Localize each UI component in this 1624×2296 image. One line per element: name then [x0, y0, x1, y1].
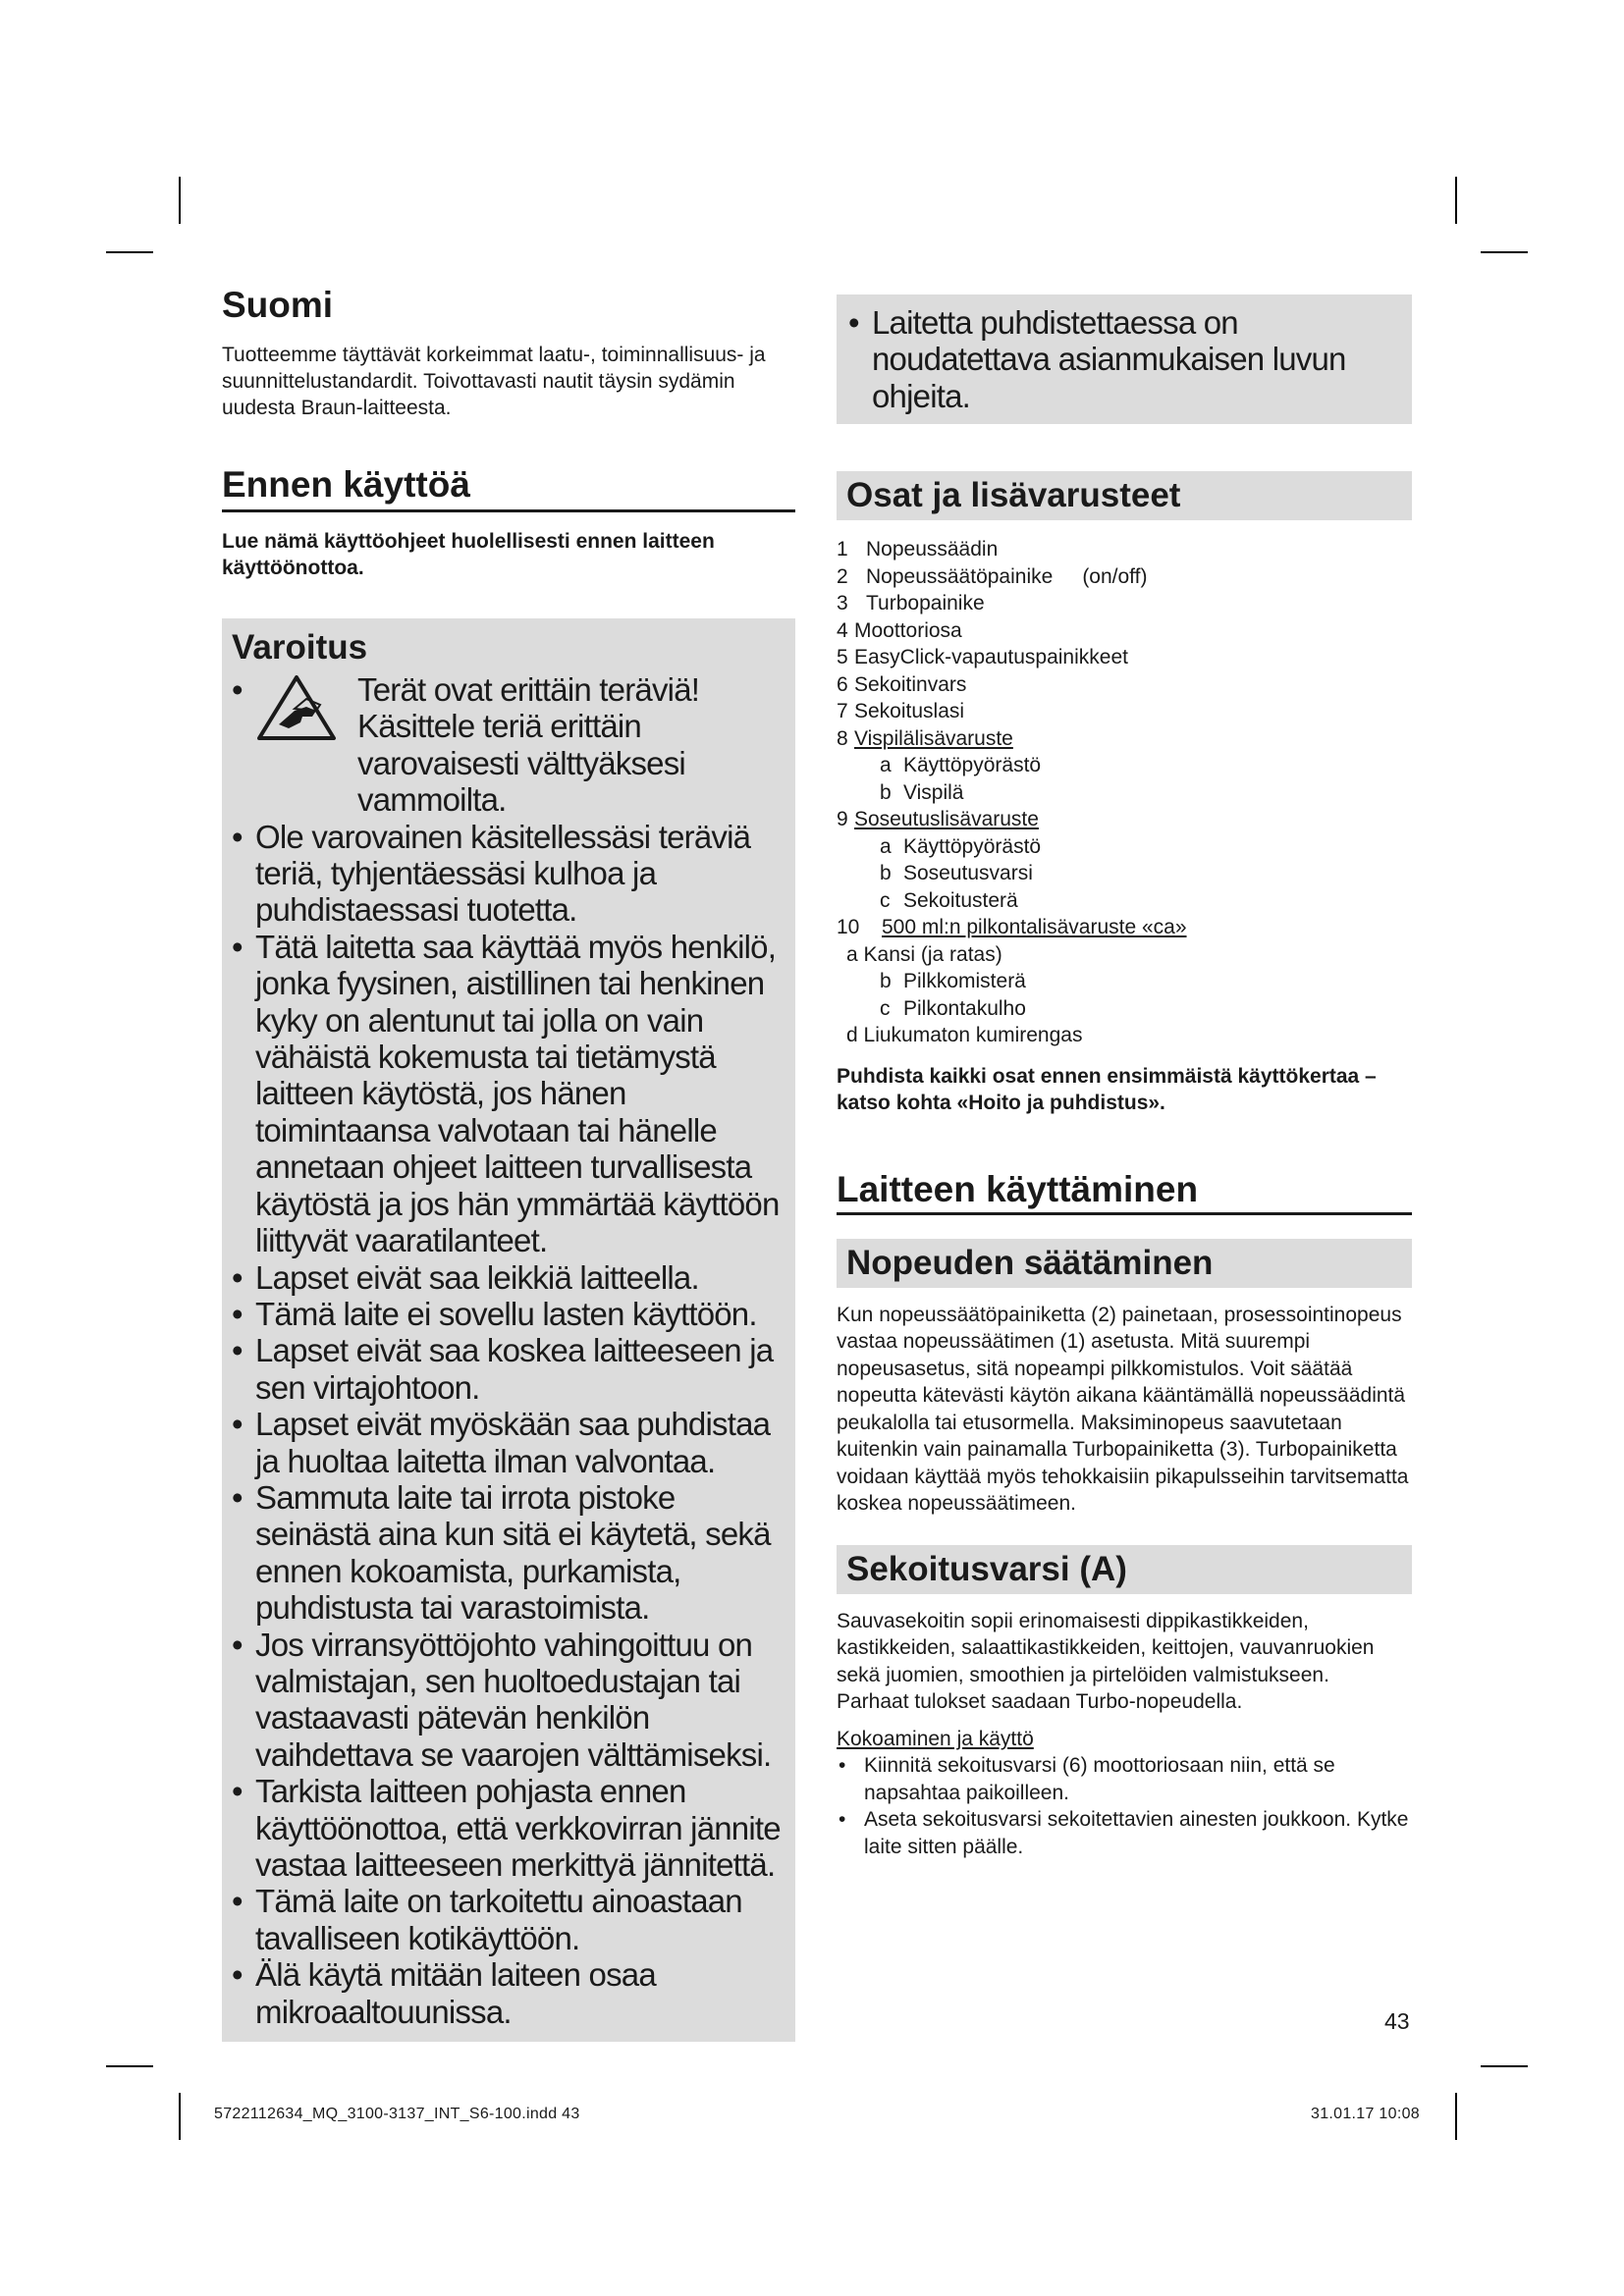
parts-item — [837, 563, 1412, 591]
speed-heading: Nopeuden säätäminen — [837, 1239, 1412, 1288]
crop-mark — [1455, 177, 1457, 224]
warning-item-text: Tämä laite on tarkoitettu ainoastaan tavalliseen kotikäyttöön. — [255, 1883, 742, 1956]
parts-label: a Kansi (ja ratas) — [846, 942, 1002, 966]
warning-item — [232, 1773, 784, 1883]
parts-item — [837, 995, 1412, 1023]
crop-mark — [1455, 2093, 1457, 2140]
cleaning-note — [848, 304, 1400, 414]
parts-item — [837, 590, 1412, 617]
bullet: • — [839, 1754, 846, 1778]
parts-item — [837, 671, 1412, 699]
speed-text: Kun nopeussäätöpainiketta (2) painetaan, prosessointinopeus vastaa nopeussäätimen (1) asetusta. Mitä suurempi nopeusasetus, sitä nopeampi pilkkomistulos. Voit säätää nopeutta kätevästi käytön aikana kääntämällä nopeussäädintä peukalolla tai etusormella. Maksiminopeus saavutetaan kuitenkin vain painamalla Turbopainiketta (3). Turbopainiketta voidaan käyttää myös tehokkaisiin pikapulsseihin tarvitsematta koskea nopeussäätimeen. — [837, 1303, 1409, 1516]
parts-num: 9 — [837, 808, 848, 831]
bullet: • — [232, 1406, 243, 1443]
bullet: • — [232, 1258, 243, 1296]
parts-num: c — [880, 888, 891, 912]
hand-blade-warning-icon — [255, 671, 342, 819]
parts-num: 2 — [837, 564, 848, 588]
crop-mark — [179, 177, 181, 224]
usage-heading: Laitteen käyttäminen — [837, 1169, 1412, 1215]
bullet: • — [232, 1773, 243, 1810]
bullet: • — [232, 671, 243, 708]
bullet: • — [232, 1295, 243, 1332]
warning-item — [232, 1479, 784, 1627]
parts-label: Vispilälisävaruste — [854, 726, 1013, 750]
parts-item — [837, 887, 1412, 915]
left-column — [222, 285, 795, 2042]
parts-num: b — [880, 862, 892, 885]
footer-date: 31.01.17 10:08 — [1311, 2106, 1420, 2122]
parts-item — [837, 725, 1412, 753]
parts-num: b — [880, 970, 892, 993]
bullet: • — [232, 818, 243, 855]
cleaning-note-box — [837, 294, 1412, 424]
parts-label: d Liukumaton kumirengas — [846, 1024, 1083, 1047]
parts-label: Sekoituslasi — [854, 700, 965, 723]
parts-num: 8 — [837, 726, 848, 750]
parts-label: Sekoitinvars — [854, 672, 967, 696]
parts-label: Moottoriosa — [854, 618, 962, 642]
parts-label: EasyClick-vapautuspainikkeet — [854, 646, 1128, 669]
warning-item — [232, 1259, 784, 1296]
warning-box — [222, 618, 795, 2042]
parts-item — [837, 698, 1412, 725]
parts-item — [837, 833, 1412, 861]
parts-num: b — [880, 780, 892, 804]
warning-item — [232, 1627, 784, 1774]
warning-title: Varoitus — [232, 628, 368, 667]
parts-num: 5 — [837, 646, 848, 669]
parts-label: Soseutusvarsi — [903, 862, 1033, 885]
warning-item — [232, 1883, 784, 1956]
warning-item-text: Lapset eivät saa koskea laitteeseen ja sen virtajohtoon. — [255, 1332, 774, 1406]
crop-mark — [106, 2065, 153, 2067]
parts-item — [837, 941, 1412, 969]
parts-item — [837, 914, 1412, 941]
language-title: Suomi — [222, 285, 334, 325]
parts-note: Puhdista kaikki osat ennen ensimmäistä käyttökertaa – katso kohta «Hoito ja puhdistus». — [837, 1064, 1377, 1114]
blender-heading: Sekoitusvarsi (A) — [837, 1545, 1412, 1594]
blender-text-2: Parhaat tulokset saadaan Turbo-nopeudella. — [837, 1690, 1243, 1714]
warning-item — [232, 671, 784, 819]
bullet: • — [232, 1956, 243, 1994]
warning-item-text: Lapset eivät myöskään saa puhdistaa ja huoltaa laitetta ilman valvontaa. — [255, 1406, 771, 1479]
parts-item — [837, 860, 1412, 887]
assembly-step-text: Kiinnitä sekoitusvarsi (6) moottoriosaan niin, että se napsahtaa paikoilleen. — [864, 1754, 1335, 1804]
warning-item-text: Ole varovainen käsitellessäsi teräviä teriä, tyhjentäessäsi kulhoa ja puhdistaessasi tuotetta. — [255, 818, 751, 929]
assembly-step — [837, 1752, 1412, 1806]
warning-item — [232, 1956, 784, 2030]
parts-item — [837, 806, 1412, 833]
warning-item-text: Lapset eivät saa leikkiä laitteella. — [255, 1258, 699, 1296]
parts-label: Sekoitusterä — [903, 888, 1018, 912]
warning-item-text: Tämä laite ei sovellu lasten käyttöön. — [255, 1295, 757, 1332]
warning-item-text: Tätä laitetta saa käyttää myös henkilö, jonka fyysinen, aistillinen tai henkinen kyky on alentunut tai jolla on vain vähäistä kokemusta tai tietämystä laitteen käytöstä, jos hänen toimintaansa valvotaan tai hänelle annetaan ohjeet laitteen turvallisesta käytöstä ja jos hän ymmärtää käyttöön liittyvät vaaratilanteet. — [255, 928, 780, 1259]
page-number: 43 — [1384, 2008, 1410, 2034]
parts-label: Nopeussäädin — [866, 538, 999, 561]
before-use-heading: Ennen käyttöä — [222, 464, 795, 512]
parts-num: 7 — [837, 700, 848, 723]
crop-mark — [1481, 251, 1528, 253]
cleaning-note-text: Laitetta puhdistettaessa on noudatettava asianmukaisen luvun ohjeita. — [872, 304, 1346, 414]
assembly-steps — [837, 1752, 1412, 1860]
warning-item-text: Älä käytä mitään laiteen osaa mikroaaltouunissa. — [255, 1956, 656, 2030]
assembly-step — [837, 1806, 1412, 1860]
intro-text: Tuotteemme täyttävät korkeimmat laatu-, toiminnallisuus- ja suunnittelustandardit. Toivottavasti nautit täysin sydämin uudesta Braun-laitteesta. — [222, 344, 766, 419]
parts-item — [837, 617, 1412, 645]
bullet: • — [232, 1626, 243, 1663]
parts-num: 1 — [837, 538, 848, 561]
warning-list — [232, 671, 784, 2030]
parts-item — [837, 536, 1412, 563]
parts-num: 10 — [837, 916, 860, 939]
parts-num: c — [880, 996, 891, 1020]
crop-mark — [179, 2093, 181, 2140]
warning-item — [232, 929, 784, 1259]
before-use-instruction: Lue nämä käyttöohjeet huolellisesti ennen laitteen käyttöönottoa. — [222, 530, 715, 579]
parts-label: Käyttöpyörästö — [903, 834, 1042, 858]
parts-label: Turbopainike — [866, 592, 985, 615]
parts-item — [837, 968, 1412, 995]
parts-num: 3 — [837, 592, 848, 615]
crop-mark — [106, 251, 153, 253]
right-column — [837, 294, 1412, 1860]
parts-num: a — [880, 754, 892, 777]
parts-label: Soseutuslisävaruste — [854, 808, 1039, 831]
parts-label: Nopeussäätöpainike — [866, 564, 1054, 588]
assembly-heading: Kokoaminen ja käyttö — [837, 1727, 1034, 1750]
parts-extra: (on/off) — [1082, 564, 1148, 588]
parts-label: Vispilä — [903, 780, 964, 804]
blender-text: Sauvasekoitin sopii erinomaisesti dippikastikkeiden, kastikkeiden, salaattikastikkeiden, keittojen, vauvanruokien sekä juomien, smoothien ja pirtelöiden valmistukseen. — [837, 1609, 1375, 1686]
footer-file: 5722112634_MQ_3100-3137_INT_S6-100.indd 43 — [214, 2106, 580, 2122]
parts-label: Pilkontakulho — [903, 996, 1026, 1020]
assembly-step-text: Aseta sekoitusvarsi sekoitettavien ainesten joukkoon. Kytke laite sitten päälle. — [864, 1808, 1409, 1858]
parts-item — [837, 752, 1412, 779]
crop-mark — [1481, 2065, 1528, 2067]
warning-item-text: Jos virransyöttöjohto vahingoittuu on valmistajan, sen huoltoedustajan tai vastaavasti pätevän henkilön vaihdettava se vaarojen välttämiseksi. — [255, 1626, 772, 1773]
parts-label: 500 ml:n pilkontalisävaruste «ca» — [882, 916, 1187, 939]
parts-label: Käyttöpyörästö — [903, 754, 1042, 777]
parts-item — [837, 644, 1412, 671]
parts-num: 4 — [837, 618, 848, 642]
parts-label: Pilkkomisterä — [903, 970, 1026, 993]
bullet: • — [839, 1808, 846, 1832]
parts-list — [837, 536, 1412, 1049]
bullet: • — [232, 1883, 243, 1920]
warning-item-text: Terät ovat erittäin teräviä! Käsittele teriä erittäin varovaisesti välttyäksesi vammoilta. — [357, 671, 700, 819]
parts-item — [837, 1022, 1412, 1049]
parts-num: a — [880, 834, 892, 858]
warning-item — [232, 819, 784, 929]
bullet: • — [232, 928, 243, 965]
bullet: • — [232, 1332, 243, 1369]
parts-item — [837, 779, 1412, 807]
bullet: • — [232, 1478, 243, 1516]
warning-item — [232, 1406, 784, 1479]
warning-item-text: Sammuta laite tai irrota pistoke seinästä aina kun sitä ei käytetä, sekä ennen kokoamista, purkamista, puhdistusta tai varastoimista. — [255, 1478, 771, 1627]
warning-item — [232, 1296, 784, 1332]
parts-num: 6 — [837, 672, 848, 696]
parts-heading: Osat ja lisävarusteet — [837, 471, 1412, 520]
warning-item-text: Tarkista laitteen pohjasta ennen käyttöönottoa, että verkkovirran jännite vastaa laitteeseen merkittyä jännitettä. — [255, 1773, 781, 1883]
warning-item — [232, 1332, 784, 1406]
bullet: • — [848, 304, 859, 341]
